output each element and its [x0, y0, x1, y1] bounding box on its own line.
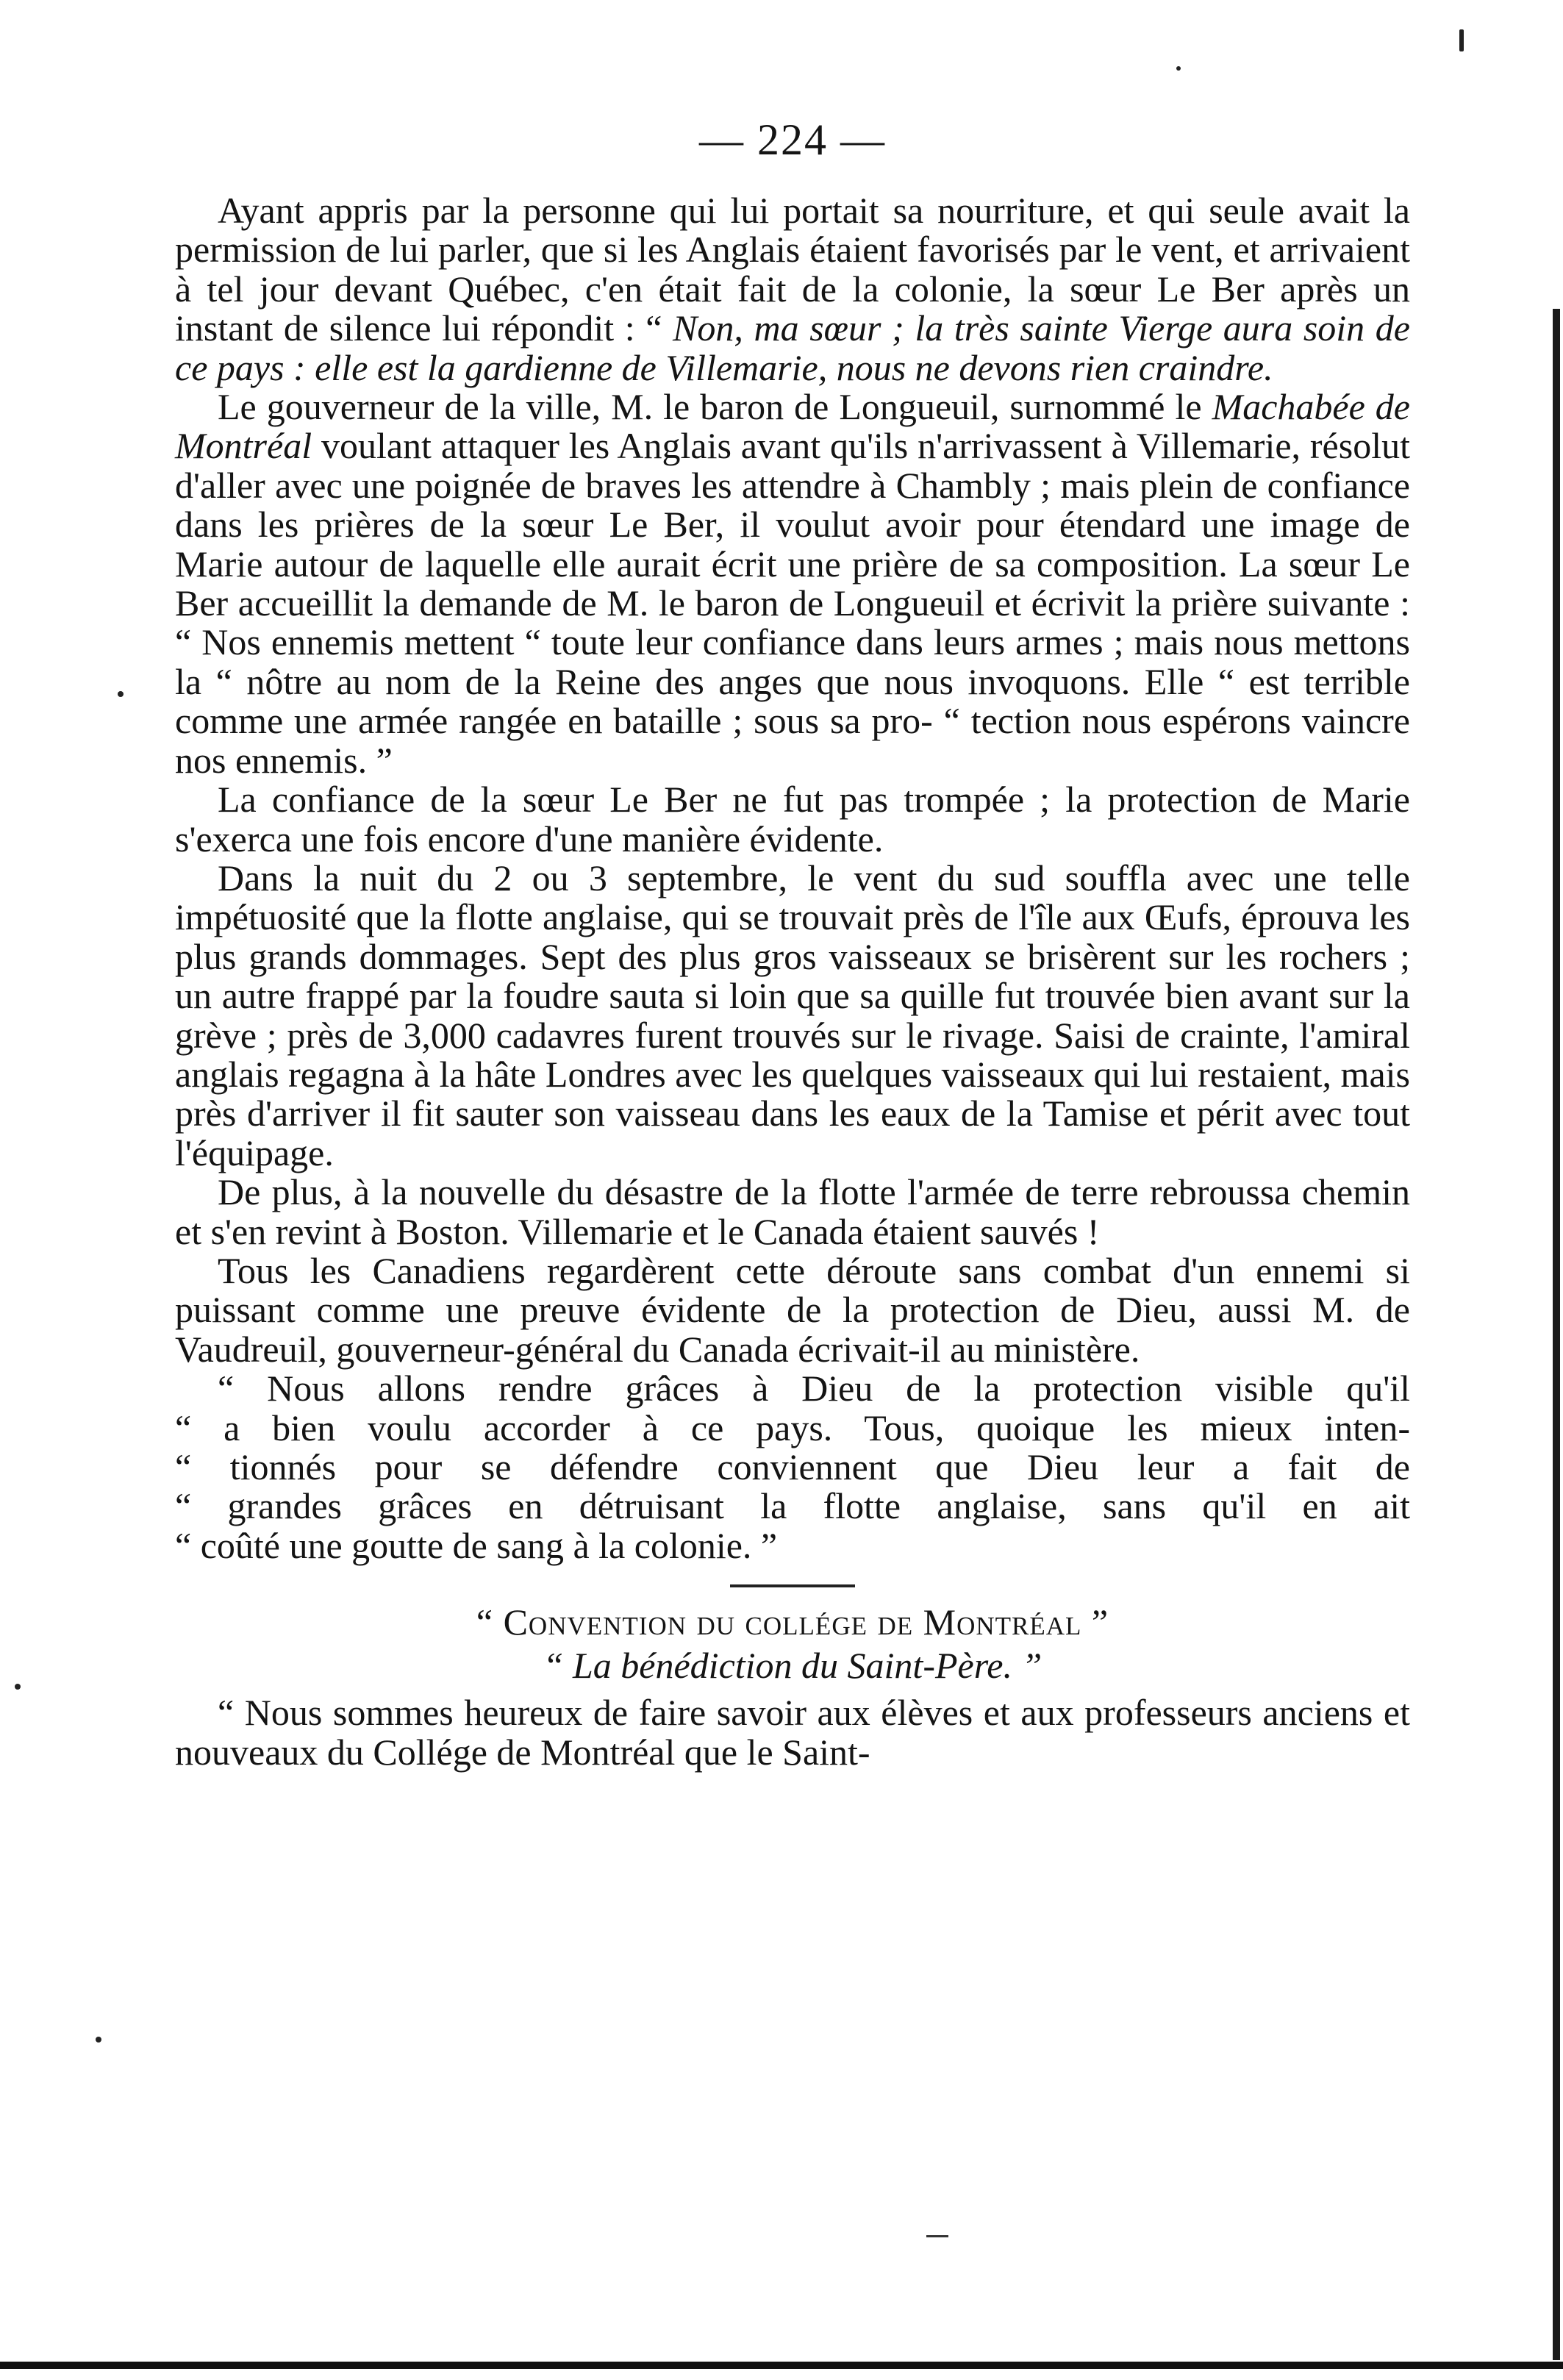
section-heading: “ Convention du collége de Montréal ” [476, 1601, 1109, 1643]
page [175, 110, 1410, 1772]
paragraph-4: Dans la nuit du 2 ou 3 septembre, le vent du sud souffla avec une telle impétuosité que la flotte anglaise, qui se trouvait près de l'île aux Œufs, éprouva les plus grands dommages. Sept des plus gros vaisseaux se brisèrent sur les rochers ; un autre frappé par la foudre sauta si loin que sa quille fut trouvée bien avant sur la grève ; près de 3,000 cadavres furent trouvés sur le rivage. Saisi de crainte, l'amiral anglais regagna à la hâte Londres avec les quelques vaisseaux qui lui restaient, mais près d'arriver il fit sauter son vaisseau dans les eaux de la Tamise et périt avec tout l'équipage. [175, 857, 1410, 1173]
paragraph-1-text: Ayant appris par la personne qui lui portait sa nourriture, et qui seule avait la permission de lui parler, que si les Anglais étaient favorisés par le vent, et arrivaient à tel jour devant Québec, c'en était fait de la colonie, la sœur Le Ber après un instant de silence lui répondit : “ [175, 190, 1410, 349]
scan-right-edge [1553, 309, 1560, 2360]
paragraph-6: Tous les Canadiens regardèrent cette déroute sans combat d'un ennemi si puissant comme une preuve évidente de la protection de Dieu, aussi M. de Vaudreuil, gouverneur-général du Canada écrivait-il au ministère. [175, 1249, 1410, 1370]
paragraph-5: De plus, à la nouvelle du désastre de la flotte l'armée de terre rebroussa chemin et s'en revint à Boston. Villemarie et le Canada étaient sauvés ! [175, 1171, 1410, 1252]
paragraph-2-italic: Machabée de Montréal [175, 386, 1411, 467]
section-divider [730, 1584, 855, 1587]
final-paragraph: “ Nous sommes heureux de faire savoir aux élèves et aux professeurs anciens et nouveaux du Collége de Montréal que le Saint- [175, 1692, 1410, 1773]
page-number: — 224 — [699, 115, 886, 164]
quote-line: “ Nous allons rendre grâces à Dieu de la protection visible qu'il [218, 1368, 1410, 1409]
paragraph-3: La confiance de la sœur Le Ber ne fut pas trompée ; la protection de Marie s'exerca une fois encore d'une manière évidente. [175, 779, 1410, 860]
quote-line: “ tionnés pour se défendre conviennent que Dieu leur a fait de [175, 1446, 1410, 1487]
quote-line: “ a bien voulu accorder à ce pays. Tous, quoique les mieux inten- [175, 1407, 1410, 1448]
quote-line: “ coûté une goutte de sang à la colonie. ” [175, 1524, 778, 1566]
scan-speck [118, 691, 124, 697]
paragraph-1 [175, 191, 1410, 387]
paragraph-2 [175, 387, 1410, 780]
paragraph-2-text-after: voulant attaquer les Anglais avant qu'ils n'arrivassent à Villemarie, résolut d'aller avec une poignée de braves les attendre à Chambly ; mais plein de confiance dans les prières de la sœur Le Ber, il voulut avoir pour étendard une image de Marie autour de laquelle elle aurait écrit une prière de sa composition. La sœur Le Ber accueillit la demande de M. le baron de Longueuil et écrivit la prière suivante : “ Nos ennemis mettent “ toute leur confiance dans leurs armes ; mais nous mettons la “ nôtre au nom de la Reine des anges que nous invoquons. Elle “ est terrible comme une armée rangée en bataille ; sous sa pro- “ tection nous espérons vaincre nos ennemis. ” [175, 425, 1410, 781]
scan-bottom-edge [0, 2362, 1563, 2369]
paragraph-1-italic: Non, ma sœur ; la très sainte Vierge aura soin de ce pays : elle est la gardienne de Villemarie, nous ne devons rien craindre. [175, 307, 1410, 388]
scan-speck [1176, 66, 1181, 71]
governor-quote [175, 1369, 1410, 1565]
section-subheading: “ La bénédiction du Saint-Père. ” [543, 1645, 1042, 1687]
scan-speck [15, 1684, 21, 1690]
scan-speck [96, 2037, 101, 2043]
scan-speck [1459, 29, 1464, 51]
paragraph-2-text: Le gouverneur de la ville, M. le baron de Longueuil, surnommé le [218, 386, 1212, 428]
quote-line: “ grandes grâces en détruisant la flotte anglaise, sans qu'il en ait [175, 1485, 1410, 1527]
printer-mark [926, 2235, 948, 2237]
